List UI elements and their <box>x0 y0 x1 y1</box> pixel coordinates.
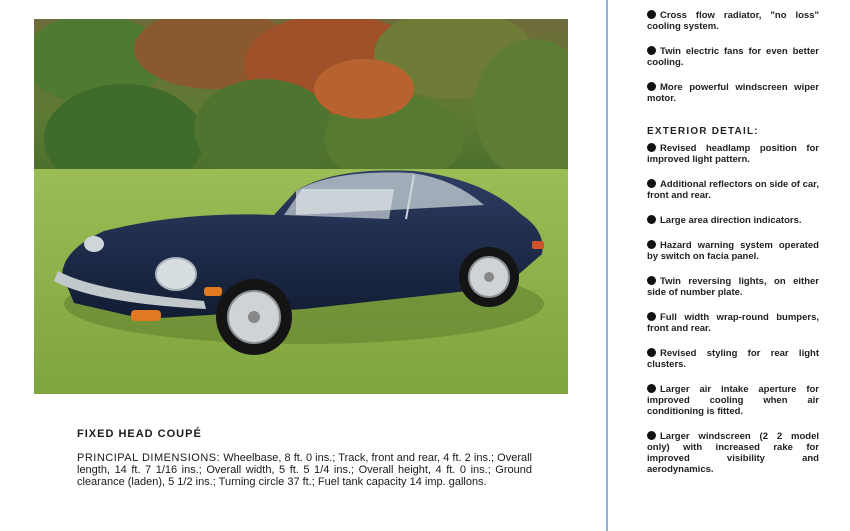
feature-item: Revised styling for rear light clusters. <box>647 348 819 370</box>
bullet-icon <box>647 215 656 224</box>
bullet-icon <box>647 312 656 321</box>
feature-item: Larger windscreen (2 2 model only) with increased rake for improved visibility and aerodynamics. <box>647 431 819 475</box>
feature-item: Full width wrap-round bumpers, front and rear. <box>647 312 819 334</box>
feature-item: Cross flow radiator, "no loss" cooling system. <box>647 10 819 32</box>
feature-item: Hazard warning system operated by switch on facia panel. <box>647 240 819 262</box>
feature-item: Larger air intake aperture for improved cooling when air conditioning is fitted. <box>647 384 819 417</box>
model-details <box>77 428 532 488</box>
bullet-icon <box>647 143 656 152</box>
feature-item: Revised headlamp position for improved light pattern. <box>647 143 819 165</box>
feature-item: Additional reflectors on side of car, front and rear. <box>647 179 819 201</box>
bullet-icon <box>647 46 656 55</box>
car-photo-illustration <box>34 19 568 394</box>
exterior-detail-heading: EXTERIOR DETAIL: <box>647 126 759 137</box>
feature-item: Twin reversing lights, on either side of number plate. <box>647 276 819 298</box>
bullet-icon <box>647 384 656 393</box>
feature-list <box>647 10 819 489</box>
bullet-icon <box>647 240 656 249</box>
dimensions-text: Wheelbase, 8 ft. 0 ins.; Track, front and rear, 4 ft. 2 ins.; Overall length, 14 ft. 7 1/16 ins.; Overall width, 5 ft. 5 1/4 ins.; Overall height, 4 ft. 0 ins.; Ground clearance (laden), 5 1/2 ins.; Turning circle 37 ft.; Fuel tank capacity 14 imp. gallons. <box>77 452 532 488</box>
bullet-icon <box>647 276 656 285</box>
feature-item: Large area direction indicators. <box>647 215 819 226</box>
feature-item: More powerful windscreen wiper motor. <box>647 82 819 104</box>
car-photo <box>34 19 568 394</box>
feature-item: Twin electric fans for even better cooling. <box>647 46 819 68</box>
bullet-icon <box>647 348 656 357</box>
bullet-icon <box>647 431 656 440</box>
dimensions-lead: PRINCIPAL DIMENSIONS: <box>77 452 221 464</box>
bullet-icon <box>647 10 656 19</box>
column-divider <box>606 0 608 531</box>
principal-dimensions <box>77 452 532 488</box>
bullet-icon <box>647 82 656 91</box>
bullet-icon <box>647 179 656 188</box>
model-title: FIXED HEAD COUPÉ <box>77 428 202 440</box>
